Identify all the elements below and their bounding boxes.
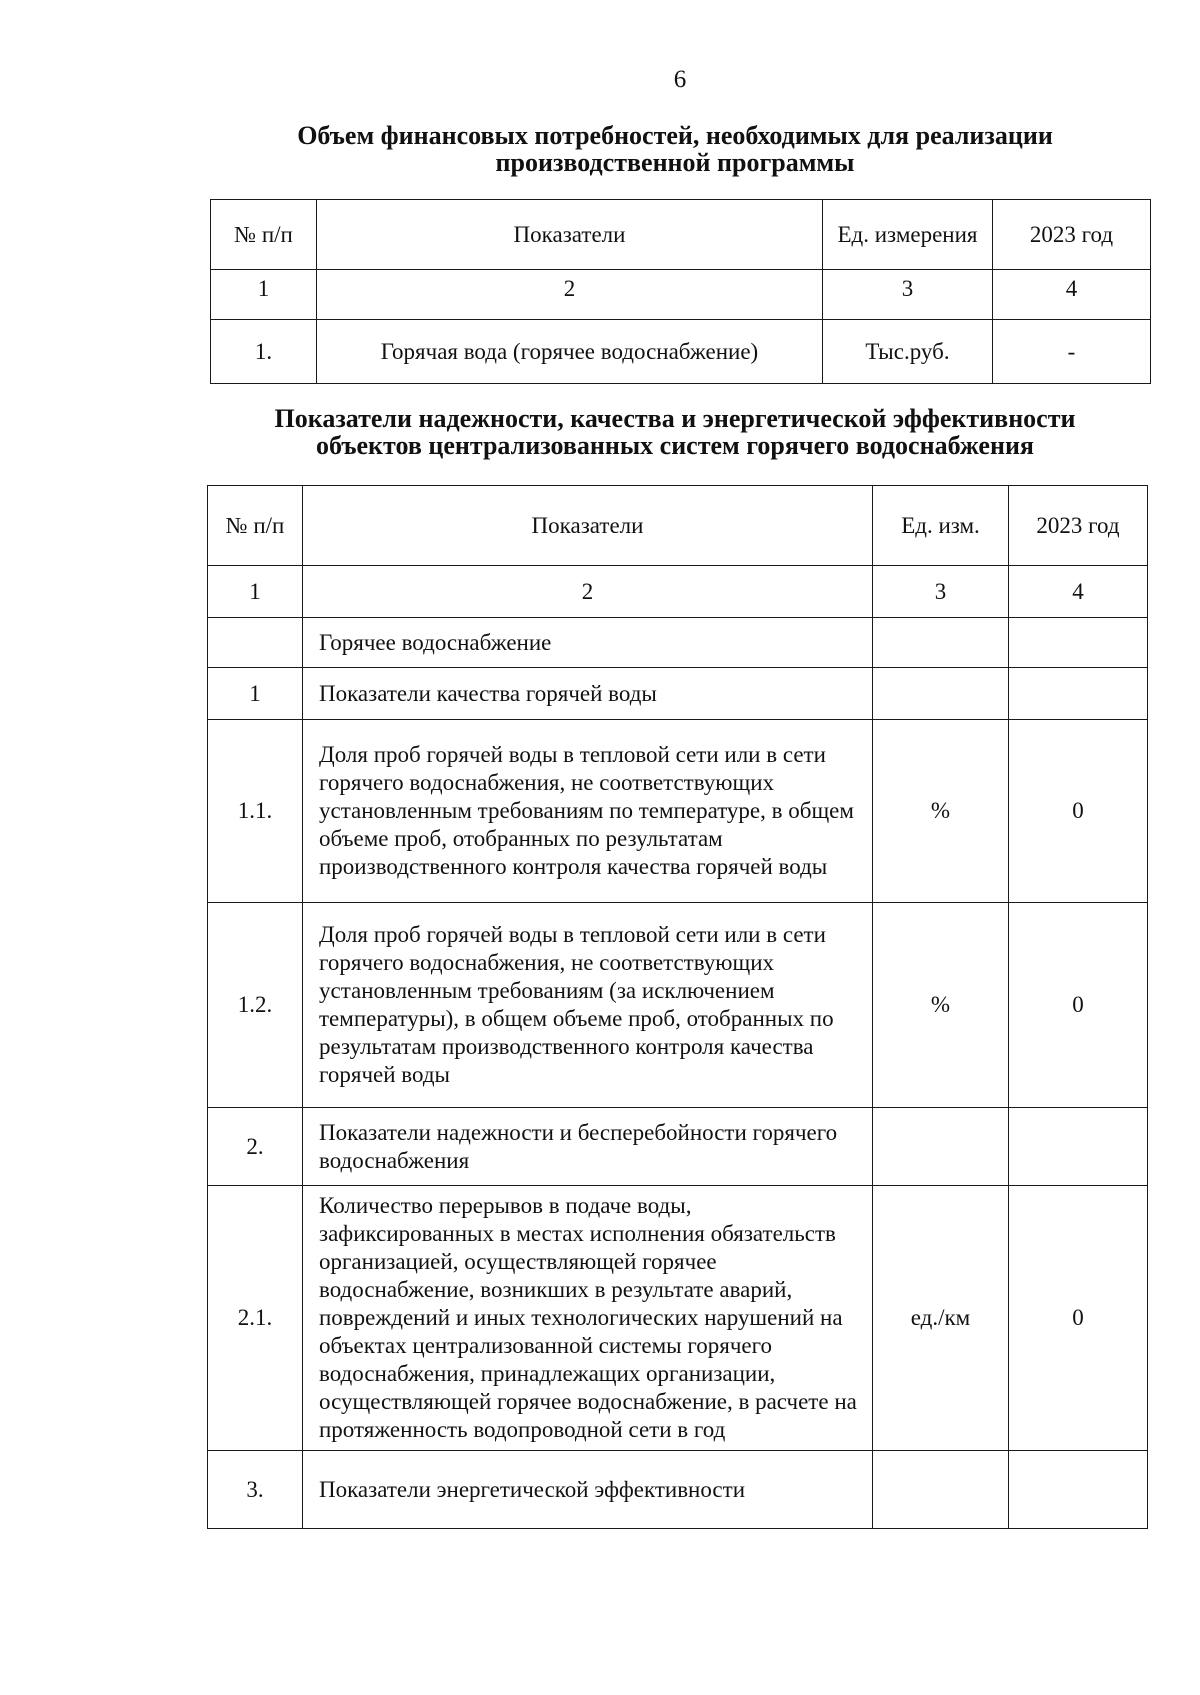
column-number: 3 [873, 566, 1009, 618]
row-value [1009, 1451, 1148, 1529]
financial-needs-title-line-2: производственной программы [495, 148, 855, 177]
column-number: 1 [211, 270, 317, 320]
header-unit: Ед. изм. [873, 486, 1009, 566]
reliability-indicators-title-line-2: объектов централизованных систем горячего водоснабжения [316, 431, 1034, 460]
row-unit: Тыс.руб. [823, 320, 993, 384]
row-value [1009, 1108, 1148, 1186]
row-value: - [993, 320, 1151, 384]
column-numbering-row [211, 270, 1151, 320]
table-row [208, 1451, 1148, 1529]
row-value: 0 [1009, 720, 1148, 903]
page-number: 6 [673, 66, 687, 93]
column-number: 4 [1009, 566, 1148, 618]
table-row [208, 903, 1148, 1108]
table-row [208, 668, 1148, 720]
row-indicator: Горячая вода (горячее водоснабжение) [317, 320, 823, 384]
header-indicators: Показатели [317, 200, 823, 270]
row-indicator: Горячее водоснабжение [303, 618, 873, 668]
column-number: 2 [303, 566, 873, 618]
reliability-indicators-table [207, 485, 1148, 1529]
reliability-indicators-title [200, 405, 1150, 459]
row-value: 0 [1009, 1186, 1148, 1451]
row-number: 2.1. [208, 1186, 303, 1451]
header-indicators: Показатели [303, 486, 873, 566]
table-header-row [211, 200, 1151, 270]
header-number: № п/п [211, 200, 317, 270]
column-number: 3 [823, 270, 993, 320]
row-unit [873, 1451, 1009, 1529]
row-indicator: Доля проб горячей воды в тепловой сети или в сети горячего водоснабжения, не соответствующих установленным требованиям (за исключением температуры), в общем объеме проб, отобранных по результатам производственного контроля качества горячей воды [303, 903, 873, 1108]
table-row [208, 720, 1148, 903]
row-number: 2. [208, 1108, 303, 1186]
row-value [1009, 668, 1148, 720]
row-value: 0 [1009, 903, 1148, 1108]
row-indicator: Показатели энергетической эффективности [303, 1451, 873, 1529]
row-number: 1.1. [208, 720, 303, 903]
row-unit: % [873, 720, 1009, 903]
table-row [208, 1186, 1148, 1451]
header-year: 2023 год [1009, 486, 1148, 566]
row-indicator: Доля проб горячей воды в тепловой сети или в сети горячего водоснабжения, не соответствующих установленным требованиям по температуре, в общем объеме проб, отобранных по результатам производственного контроля качества горячей воды [303, 720, 873, 903]
table-row [208, 618, 1148, 668]
header-year: 2023 год [993, 200, 1151, 270]
reliability-indicators-title-line-1: Показатели надежности, качества и энергетической эффективности [274, 404, 1076, 433]
column-numbering-row [208, 566, 1148, 618]
table-row [211, 320, 1151, 384]
financial-needs-title-line-1: Объем финансовых потребностей, необходимых для реализации [297, 121, 1053, 150]
table-header-row [208, 486, 1148, 566]
row-unit: % [873, 903, 1009, 1108]
row-unit [873, 1108, 1009, 1186]
column-number: 1 [208, 566, 303, 618]
header-unit: Ед. измерения [823, 200, 993, 270]
financial-needs-title [200, 122, 1150, 176]
table-row [208, 1108, 1148, 1186]
row-unit: ед./км [873, 1186, 1009, 1451]
row-unit [873, 618, 1009, 668]
header-number: № п/п [208, 486, 303, 566]
row-number: 1 [208, 668, 303, 720]
row-indicator: Показатели надежности и бесперебойности горячего водоснабжения [303, 1108, 873, 1186]
row-indicator: Количество перерывов в подаче воды, зафиксированных в местах исполнения обязательств организацией, осуществляющей горячее водоснабжение, возникших в результате аварий, повреждений и иных технологических нарушений на объектах централизованной системы горячего водоснабжения, принадлежащих организации, осуществляющей горячее водоснабжение, в расчете на протяженность водопроводной сети в год [303, 1186, 873, 1451]
column-number: 2 [317, 270, 823, 320]
row-number [208, 618, 303, 668]
row-unit [873, 668, 1009, 720]
row-number: 3. [208, 1451, 303, 1529]
row-indicator: Показатели качества горячей воды [303, 668, 873, 720]
financial-needs-table [210, 199, 1151, 384]
row-value [1009, 618, 1148, 668]
row-number: 1. [211, 320, 317, 384]
column-number: 4 [993, 270, 1151, 320]
row-number: 1.2. [208, 903, 303, 1108]
